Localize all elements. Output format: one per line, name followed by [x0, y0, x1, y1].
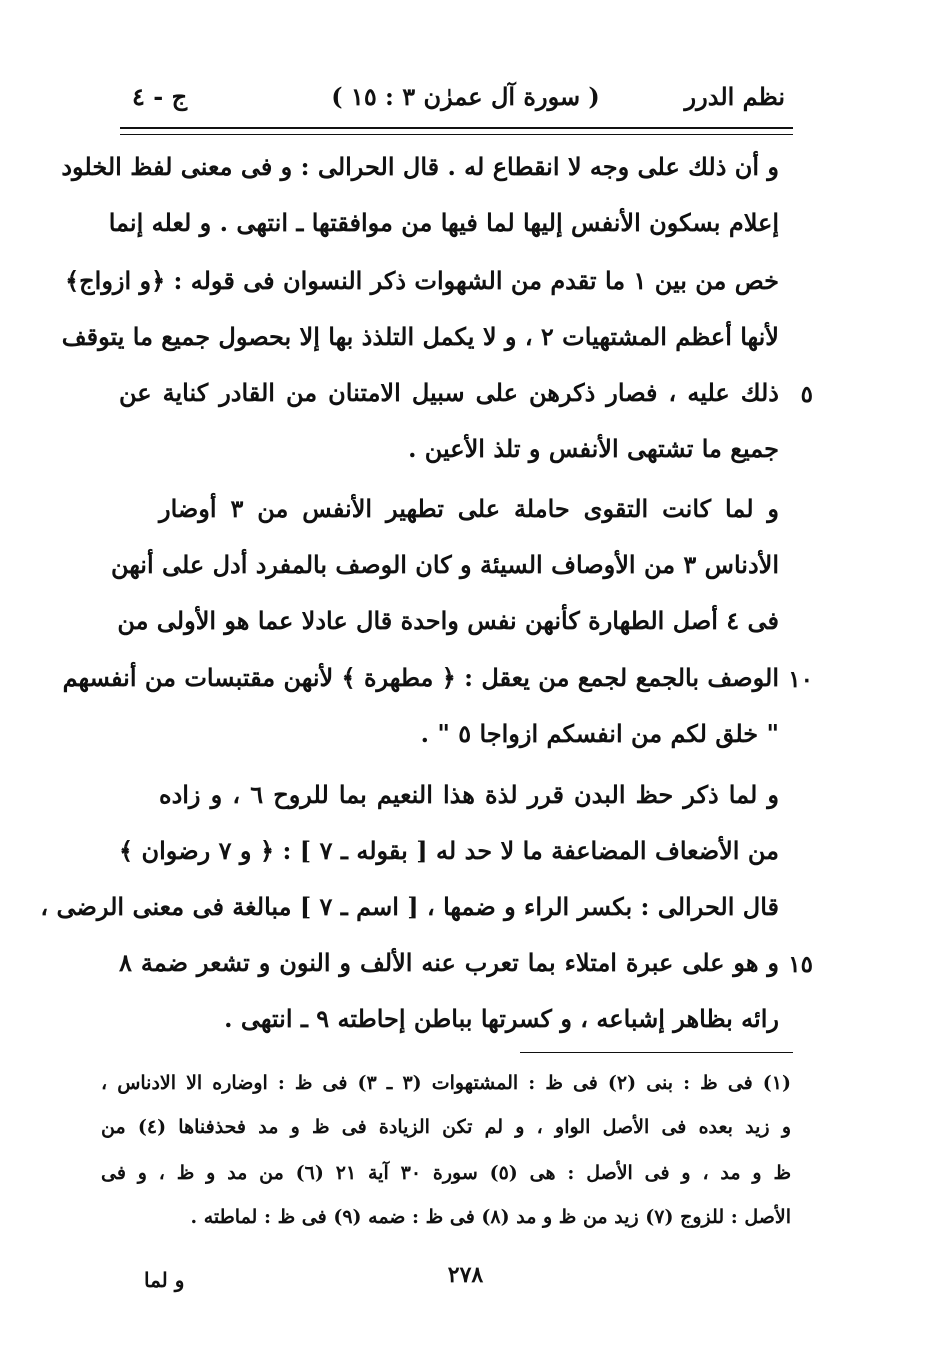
- body-line: و هو على عبرة امتلاء بما تعرب عنه الألف و النون و تشعر ضمة ٨: [119, 948, 779, 977]
- body-line: و لما ذكر حظ البدن قرر لذة هذا النعيم بما للروح ٦ ، و زاده: [159, 780, 780, 809]
- line-number: ١٥: [788, 951, 813, 978]
- volume-label: ج - ٤: [132, 82, 188, 111]
- body-line: إعلام بسكون الأنفس إليها لما فيها من موافقتها ـ انتهى . و لعله إنما: [108, 208, 779, 237]
- footnote-line: (١) فى ظ : بنى (٢) فى ظ : المشتهوات (٣ ـ ٣) فى ظ : اوضاره الا الادناس ،: [101, 1072, 792, 1094]
- body-line: الوصف بالجمع لجمع من يعقل : ﴿ مطهرة ﴾ لأنهن مقتبسات من أنفسهم: [62, 663, 779, 692]
- footnote-line: ظ و مد ، و فى الأصل : هى (٥) سورة ٣٠ آية ٢١ (٦) من مد و ظ ، و فى: [101, 1162, 792, 1184]
- header-rule-thin: [120, 134, 793, 135]
- body-line: و لما كانت التقوى حاملة على تطهير الأنفس من ٣ أوضار: [159, 494, 779, 523]
- running-title: نظم الدرر: [684, 82, 785, 111]
- footnote-line: الأصل : للزوج (٧) زيد من ظ و مد (٨) فى ظ : ضمه (٩) فى ظ : لماطته .: [190, 1206, 791, 1228]
- footnote-rule: [520, 1052, 793, 1053]
- body-line: جميع ما تشتهى الأنفس و تلذ الأعين .: [408, 434, 779, 463]
- body-line: لأنها أعظم المشتهيات ٢ ، و لا يكمل التلذذ بها إلا بحصول جميع ما يتوقف: [61, 322, 779, 351]
- body-line: خص من بين ١ ما تقدم من الشهوات ذكر النسوان فى قوله : ﴿و ازواج﴾: [65, 266, 779, 295]
- body-line: " خلق لكم من انفسكم ازواجا ٥ " .: [420, 719, 779, 748]
- body-line: قال الحرالى : بكسر الراء و ضمها ، [ اسم ـ ٧ ] مبالغة فى معنى الرضى ،: [40, 892, 779, 921]
- catchword: و لما: [144, 1268, 185, 1292]
- line-number: ١٠: [788, 666, 813, 693]
- body-line: رائه بظاهر إشباعه ، و كسرتها بباطن إحاطته ٩ ـ انتهى .: [224, 1004, 779, 1033]
- body-line: ذلك عليه ، فصار ذكرهن على سبيل الامتنان من القادر كناية عن: [119, 378, 779, 407]
- surah-reference: ( سورة آل عمرٰن ٣ : ١٥ ): [331, 82, 600, 111]
- line-number: ٥: [800, 381, 813, 408]
- page-number: ٢٧٨: [447, 1262, 484, 1288]
- header-rule: [120, 127, 793, 129]
- body-line: الأدناس ٣ من الأوصاف السيئة و كان الوصف بالمفرد أدل على أنهن: [110, 550, 779, 579]
- footnote-line: و زيد بعده فى الأصل الواو ، و لم تكن الزيادة فى ظ و مد فحذفناها (٤) من: [101, 1116, 792, 1138]
- body-line: من الأضعاف المضاعفة ما لا حد له [ بقوله ـ ٧ ] : ﴿ و ٧ رضوان ﴾: [119, 836, 780, 865]
- body-line: و أن ذلك على وجه لا انقطاع له . قال الحرالى : و فى معنى لفظ الخلود: [61, 152, 779, 181]
- body-line: فى ٤ أصل الطهارة كأنهن نفس واحدة قال عادلا عما هو الأولى من: [117, 606, 779, 635]
